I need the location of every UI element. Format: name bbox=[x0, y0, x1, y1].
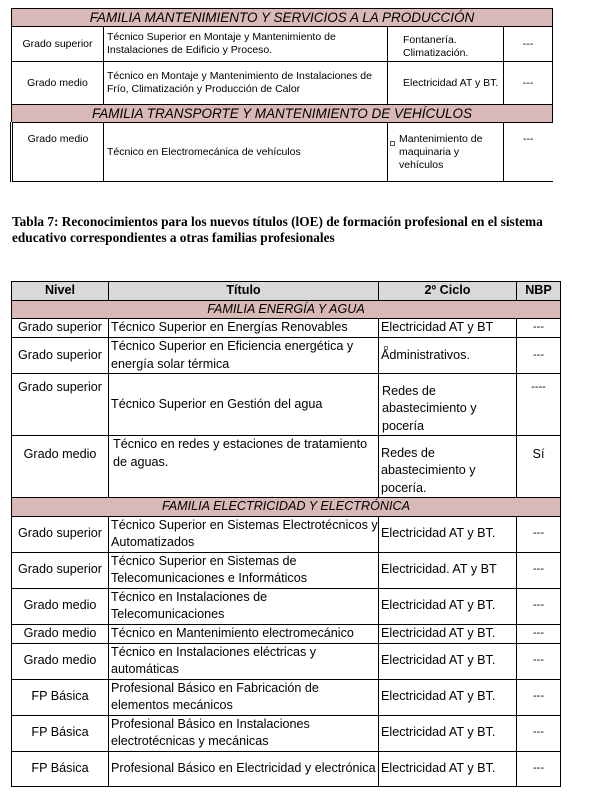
nbp-cell: --- bbox=[517, 679, 561, 715]
titulo-cell: Técnico en redes y estaciones de tratamiento de aguas. bbox=[109, 436, 379, 498]
table-row bbox=[12, 643, 561, 679]
table-row bbox=[12, 624, 561, 643]
ciclo-cell: Electricidad AT y BT. bbox=[388, 62, 504, 105]
titulo-cell: Técnico Superior en Sistemas Electrotécnicos y Automatizados bbox=[109, 516, 379, 552]
table-caption: Tabla 7: Reconocimientos para los nuevos títulos (lOE) de formación profesional en el sistema educativo correspondientes a otras familias profesionales bbox=[12, 214, 543, 245]
ciclo-cell: Electricidad. AT y BT bbox=[379, 552, 517, 588]
nbp-cell: --- bbox=[517, 552, 561, 588]
nivel-cell: Grado medio bbox=[12, 62, 104, 105]
continuation-table bbox=[10, 8, 553, 182]
nbp-cell: --- bbox=[517, 643, 561, 679]
ciclo-text: Administrativos. bbox=[381, 348, 470, 363]
nivel-cell: Grado superior bbox=[12, 319, 109, 338]
table-7 bbox=[11, 281, 561, 787]
ciclo-cell: Redes de abastecimiento y pocería bbox=[379, 374, 517, 436]
titulo-cell: Técnico Superior en Eficiencia energética y energía solar térmica bbox=[109, 338, 379, 374]
header-nbp: NBP bbox=[517, 282, 561, 301]
titulo-cell: Técnico en Mantenimiento electromecánico bbox=[109, 624, 379, 643]
ciclo-cell: Redes de abastecimiento y pocería. bbox=[379, 436, 517, 498]
nivel-cell: FP Básica bbox=[12, 751, 109, 786]
nivel-cell: Grado superior bbox=[12, 552, 109, 588]
header-titulo: Título bbox=[109, 282, 379, 301]
header-ciclo: 2º Ciclo bbox=[379, 282, 517, 301]
titulo-cell: Técnico en Instalaciones eléctricas y automáticas bbox=[109, 643, 379, 679]
titulo-cell: Técnico Superior en Energías Renovables bbox=[109, 319, 379, 338]
table-row bbox=[12, 715, 561, 751]
nivel-cell: Grado superior bbox=[12, 338, 109, 374]
family-header-row: FAMILIA TRANSPORTE Y MANTENIMIENTO DE VEHÍCULOS bbox=[12, 105, 553, 123]
nbp-cell: Sí bbox=[517, 436, 561, 498]
ciclo-cell: Electricidad AT y BT. bbox=[379, 715, 517, 751]
ciclo-cell: Electricidad AT y BT bbox=[379, 319, 517, 338]
family-header-row: FAMILIA MANTENIMIENTO Y SERVICIOS A LA PRODUCCIÓN bbox=[12, 9, 553, 27]
header-nivel: Nivel bbox=[12, 282, 109, 301]
ciclo-cell: Electricidad AT y BT. bbox=[379, 516, 517, 552]
family-header-row: FAMILIA ENERGÍA Y AGUA bbox=[12, 300, 561, 319]
ciclo-cell bbox=[379, 338, 517, 374]
nivel-cell: FP Básica bbox=[12, 715, 109, 751]
nivel-cell: Grado superior bbox=[12, 27, 104, 62]
nivel-cell: FP Básica bbox=[12, 679, 109, 715]
nbp-cell: --- bbox=[517, 319, 561, 338]
titulo-cell: Técnico en Instalaciones de Telecomunicaciones bbox=[109, 588, 379, 624]
nbp-cell: --- bbox=[504, 123, 553, 182]
titulo-cell: Técnico en Montaje y Mantenimiento de Instalaciones de Frío, Climatización y Producción de Calor bbox=[104, 62, 388, 105]
table-row bbox=[12, 319, 561, 338]
nivel-cell: Grado medio bbox=[12, 123, 104, 182]
nivel-cell: Grado superior bbox=[12, 516, 109, 552]
ciclo-cell: Electricidad AT y BT. bbox=[379, 751, 517, 786]
ciclo-cell: Fontanería. Climatización. bbox=[388, 27, 504, 62]
titulo-cell: Técnico Superior en Gestión del agua bbox=[109, 374, 379, 436]
table-row bbox=[12, 62, 553, 105]
table-row bbox=[12, 27, 553, 62]
ciclo-cell: Electricidad AT y BT. bbox=[379, 679, 517, 715]
family-header-row: FAMILIA ELECTRICIDAD Y ELECTRÓNICA bbox=[12, 498, 561, 517]
titulo-cell: Técnico Superior en Montaje y Mantenimiento de Instalaciones de Edificio y Proceso. bbox=[104, 27, 388, 62]
ciclo-cell: Electricidad AT y BT. bbox=[379, 624, 517, 643]
nbp-cell: ---- bbox=[517, 374, 561, 436]
nbp-cell: --- bbox=[504, 27, 553, 62]
table-row bbox=[12, 516, 561, 552]
bullet-icon bbox=[390, 141, 395, 146]
nivel-cell: Grado medio bbox=[12, 643, 109, 679]
titulo-cell: Técnico en Electromecánica de vehículos bbox=[104, 123, 388, 182]
table-row bbox=[12, 679, 561, 715]
ciclo-cell: Electricidad AT y BT. bbox=[379, 588, 517, 624]
nbp-cell: --- bbox=[517, 588, 561, 624]
ciclo-cell: Electricidad AT y BT. bbox=[379, 643, 517, 679]
header-row bbox=[12, 282, 561, 301]
titulo-cell: Técnico Superior en Sistemas de Telecomunicaciones e Informáticos bbox=[109, 552, 379, 588]
titulo-cell: Profesional Básico en Electricidad y electrónica bbox=[109, 751, 379, 786]
nbp-cell: --- bbox=[517, 624, 561, 643]
ciclo-text: Mantenimiento de maquinaria y vehículos bbox=[399, 132, 483, 171]
nivel-cell: Grado superior bbox=[12, 374, 109, 436]
titulo-cell: Profesional Básico en Instalaciones electrotécnicas y mecánicas bbox=[109, 715, 379, 751]
table-row bbox=[12, 588, 561, 624]
nbp-cell: --- bbox=[504, 62, 553, 105]
table-row bbox=[12, 374, 561, 436]
table-row bbox=[12, 123, 553, 182]
nivel-cell: Grado medio bbox=[12, 624, 109, 643]
table-row bbox=[12, 552, 561, 588]
nivel-cell: Grado medio bbox=[12, 588, 109, 624]
table-row bbox=[12, 436, 561, 498]
titulo-cell: Profesional Básico en Fabricación de elementos mecánicos bbox=[109, 679, 379, 715]
nbp-cell: --- bbox=[517, 751, 561, 786]
nbp-cell: --- bbox=[517, 715, 561, 751]
table-row bbox=[12, 751, 561, 786]
ciclo-cell bbox=[388, 123, 504, 182]
nbp-cell: --- bbox=[517, 338, 561, 374]
table-row bbox=[12, 338, 561, 374]
nbp-cell: --- bbox=[517, 516, 561, 552]
nivel-cell: Grado medio bbox=[12, 436, 109, 498]
